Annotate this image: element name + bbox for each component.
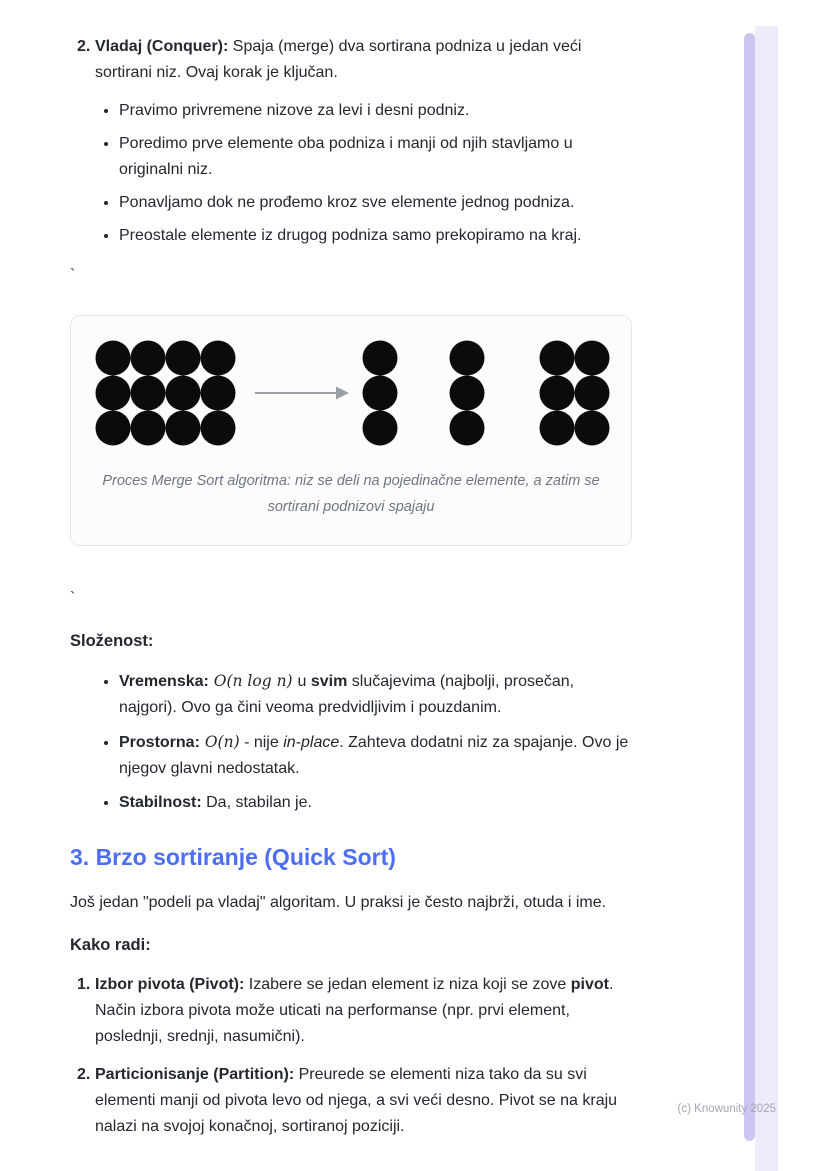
step-1-rest: . Način izbora pivota može uticati na performanse (npr. prvi element, poslednji, srednji, nasumični). [95,976,614,1045]
step-1-paragraph [95,972,636,1050]
merge-sort-diagram-image [90,340,612,446]
quick-sort-heading: 3. Brzo sortiranje (Quick Sort) [70,844,396,870]
time-label: Vremenska: [119,673,209,690]
space-math: O(n) [199,733,240,751]
scrollbar-thumb[interactable] [744,33,755,1141]
conquer-bullet-list [70,98,636,249]
step-1-title: Izbor pivota (Pivot): [95,976,245,993]
how-it-works-heading: Kako radi: [70,936,151,954]
time-math: O(n log n) [208,672,298,690]
step-2-rest: Preurede se elementi niza tako da su svi elementi manji od pivota levo od njega, a svi veći desno. Pivot se na kraju nalazi na svojoj konačnoj, sortiranoj poziciji. [95,1066,618,1135]
numbered-item-conquer [70,34,636,86]
complexity-heading: Složenost: [70,632,154,650]
space-label: Prostorna: [119,734,200,751]
conquer-paragraph [95,34,636,86]
document-content [70,34,636,1140]
subarray-dots-3 [540,341,610,446]
list-number: 2. [77,1066,91,1083]
complexity-list [70,668,636,816]
bullet-item: • Ponavljamo dok ne prođemo kroz sve elemente jednog podniza. [119,190,636,216]
stability-rest: Da, stabilan je. [201,794,312,811]
step-2-title: Particionisanje (Partition): [95,1066,295,1083]
step-1-bold: pivot [570,976,609,993]
stray-backtick: ` [70,267,76,284]
time-bold: svim [310,673,348,690]
conquer-text: Spaja (merge) dva sortirana podniza u jedan veći sortirani niz. Ovaj korak je ključan. [95,38,582,81]
complexity-stability-item [119,790,636,816]
complexity-space-item [119,729,636,782]
conquer-title: Vladaj (Conquer): [95,38,229,55]
space-italic: in-place [283,734,340,751]
scrollbar-track[interactable] [755,26,778,1171]
figure-caption: Proces Merge Sort algoritma: niz se deli na pojedinačne elemente, a zatim se sortirani podnizovi spajaju [102,473,600,515]
arrow-icon [255,387,349,400]
time-rest: slučajevima (najbolji, prosečan, najgori). Ovo ga čini veoma predvidljivim i pouzdanim. [119,673,575,716]
time-mid: u [297,673,311,690]
quick-sort-step-1 [70,972,636,1050]
unsorted-array-dots [96,341,236,446]
step-1-pre: Izabere se jedan element iz niza koji se zove [244,976,571,993]
bullet-item: • Pravimo privremene nizove za levi i desni podniz. [119,98,636,124]
bullet-item: • Poredimo prve elemente oba podniza i manji od njih stavljamo u originalni niz. [119,131,636,183]
step-2-paragraph [95,1062,636,1140]
list-number: 1. [77,976,91,993]
merge-sort-figure [70,315,632,546]
copyright-text: (c) Knowunity 2025 [677,1103,776,1115]
quick-sort-step-2 [70,1062,636,1140]
stability-label: Stabilnost: [119,794,202,811]
quick-sort-intro: Još jedan "podeli pa vladaj" algoritam. U praksi je često najbrži, otuda i ime. [70,894,607,911]
subarray-dots-2 [450,341,485,446]
stray-backtick: ` [70,590,76,607]
complexity-time-item [119,668,636,721]
space-mid: - nije [239,734,284,751]
bullet-item: • Preostale elemente iz drugog podniza samo prekopiramo na kraj. [119,223,636,249]
space-rest: . Zahteva dodatni niz za spajanje. Ovo je njegov glavni nedostatak. [119,734,629,777]
list-number: 2. [77,38,91,55]
subarray-dots-1 [363,341,398,446]
